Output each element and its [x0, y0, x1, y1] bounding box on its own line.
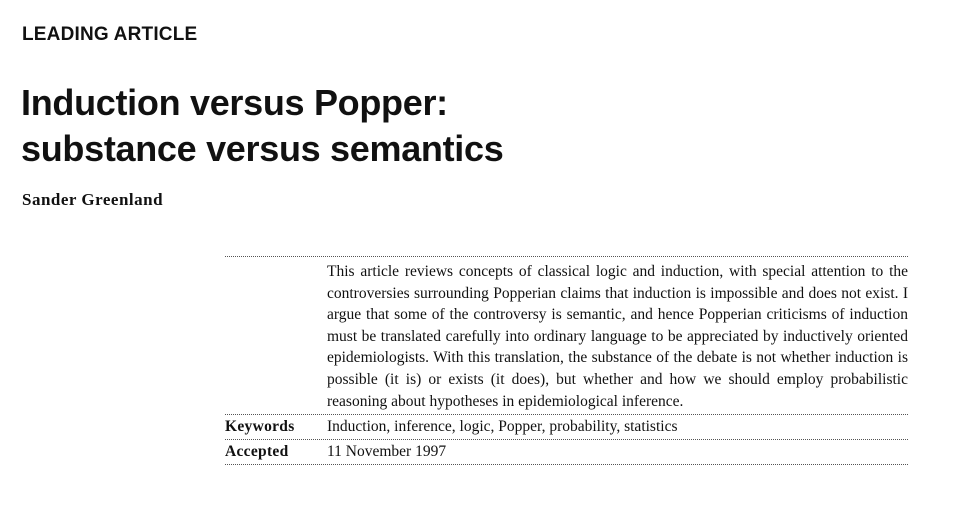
title-line-1: Induction versus Popper:	[21, 82, 448, 123]
keywords-label: Keywords	[225, 418, 295, 436]
keywords-value: Induction, inference, logic, Popper, probability, statistics	[327, 418, 678, 436]
keywords-row	[225, 415, 908, 439]
divider	[225, 464, 908, 465]
abstract-block	[225, 256, 908, 465]
author-name: Sander Greenland	[22, 190, 164, 209]
accepted-row	[225, 440, 908, 464]
title-line-2: substance versus semantics	[21, 128, 504, 169]
section-label: LEADING ARTICLE	[22, 24, 198, 45]
accepted-date: 11 November 1997	[327, 443, 447, 461]
abstract-text: This article reviews concepts of classical logic and induction, with special attention to the controversies surrounding Popperian claims that induction is impossible and does not exist. I argue that some of the controversy is semantic, and hence Popperian criticisms of induction must be translated carefully into ordinary language to be appreciated by inductively oriented epidemiologists. With this translation, the substance of the debate is not whether induction is possible (it is) or exists (it does), but whether and how we should employ probabilistic reasoning about hypotheses in epidemiological inference.	[327, 263, 908, 410]
article-title	[21, 80, 503, 172]
accepted-label: Accepted	[225, 443, 289, 461]
